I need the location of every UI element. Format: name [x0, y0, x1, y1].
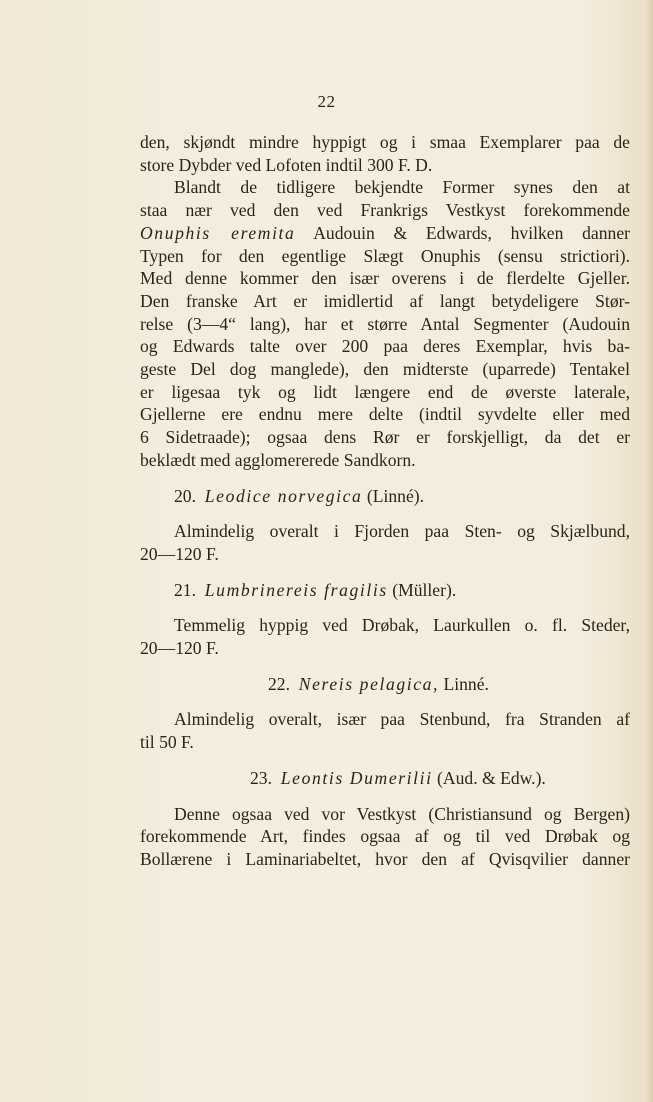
species-number: 23. — [250, 767, 272, 788]
text-line — [140, 222, 630, 245]
text-line: Typen for den egentlige Slægt Onuphis (sensu strictiori). — [140, 245, 630, 266]
text-line: Gjellerne ere endnu mere delte (indtil syvdelte eller med — [140, 404, 630, 425]
text-line: Med denne kommer den især overens i de flerdelte Gjeller. — [140, 268, 630, 289]
text-line: Blandt de tidligere bekjendte Former synes den at — [174, 177, 630, 198]
text-line: Den franske Art er imidlertid af langt betydeligere Stør- — [140, 290, 630, 311]
text-line: til 50 F. — [140, 732, 194, 753]
text-line: 20—120 F. — [140, 543, 219, 564]
species-author: (Aud. & Edw.). — [437, 767, 546, 788]
text-line: beklædt med agglomererede Sandkorn. — [140, 449, 416, 470]
species-author: Linné. — [443, 673, 489, 694]
species-number: 21. — [174, 579, 196, 600]
text-line: Almindelig overalt i Fjorden paa Sten- og Skjælbund, — [174, 521, 630, 542]
text-line: 6 Sidetraade); ogsaa dens Rør er forskjelligt, da det er — [140, 427, 630, 448]
page-number: 22 — [317, 92, 336, 111]
species-number: 22. — [268, 673, 290, 694]
text-line: den, skjøndt mindre hyppigt og i smaa Exemplarer paa de — [140, 132, 630, 152]
text-line: Almindelig overalt, især paa Stenbund, fra Stranden af — [174, 709, 630, 730]
page-edge — [647, 0, 653, 1102]
species-author: (Linné). — [366, 485, 425, 506]
species-name: Onuphis eremita — [140, 222, 296, 243]
species-name: Nereis pelagica, — [298, 673, 440, 694]
text-line: Denne ogsaa ved vor Vestkyst (Christiansund og Bergen) — [174, 803, 630, 824]
text-line: geste Del dog manglede), den midterste (uparrede) Tentakel — [140, 359, 630, 380]
text-fragment: Audouin & Edwards, hvilken danner — [313, 222, 630, 243]
text-line: store Dybder ved Lofoten indtil 300 F. D. — [140, 154, 433, 175]
species-author: (Müller). — [392, 579, 457, 600]
species-name: Leodice norvegica — [204, 485, 363, 506]
species-name: Leontis Dumerilii — [280, 767, 433, 788]
species-heading — [140, 579, 630, 602]
species-number: 20. — [174, 485, 196, 506]
species-heading — [140, 673, 630, 696]
text-line: er ligesaa tyk og lidt længere end de øverste laterale, — [140, 381, 630, 402]
text-line: relse (3—4“ lang), har et større Antal Segmenter (Audouin — [140, 313, 630, 334]
text-line: Temmelig hyppig ved Drøbak, Laurkullen o. fl. Steder, — [174, 615, 630, 636]
body-text — [140, 131, 630, 871]
species-heading — [140, 485, 630, 508]
text-line: og Edwards talte over 200 paa deres Exemplar, hvis ba- — [140, 336, 630, 357]
text-line: staa nær ved den ved Frankrigs Vestkyst forekommende — [140, 200, 630, 221]
text-line: 20—120 F. — [140, 638, 219, 659]
text-line: Bollærene i Laminariabeltet, hvor den af Qvisqvilier danner — [140, 848, 630, 869]
species-name: Lumbrinereis fragilis — [204, 579, 388, 600]
text-line: forekommende Art, findes ogsaa af og til ved Drøbak og — [140, 826, 630, 847]
species-heading — [140, 767, 630, 790]
